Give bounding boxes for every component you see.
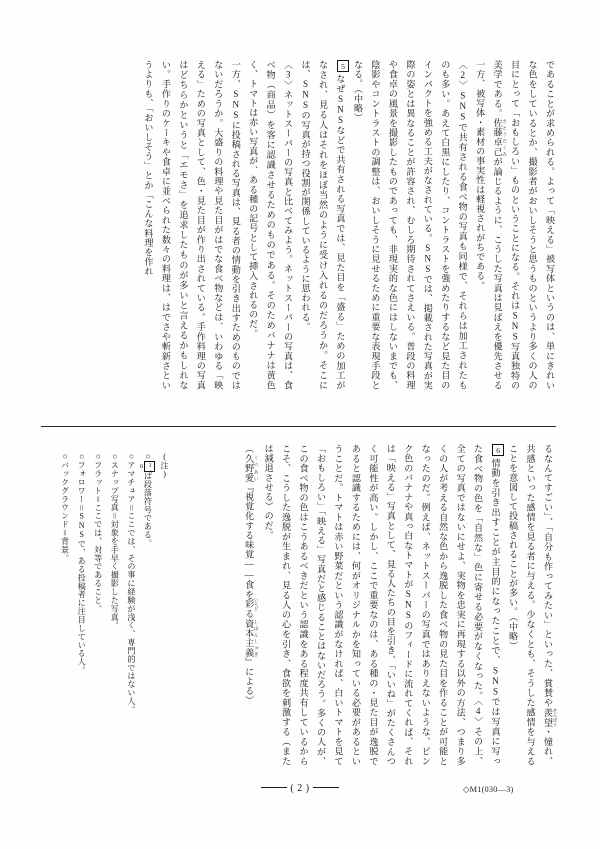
note-bullet: ○ xyxy=(143,452,153,461)
passage-paragraph-text: 情動を引き出すことが主目的になったことで、SNSでは写真に写った食べ物の色を「自然な」色に寄せる必要がなくなった。〈4〉その上、全ての写真ではないにせよ、実物を忠実に再現する以外の方法、つまり多くの人が考える自然な色から逸脱した食べ物の見た目を作ることが可能となったのだ。例えば、ネットスーパーの写真ではありえないような、ピンク色のバナナや真っ白なトマトがSNSのフィードに流れてくれば、それは「映える」写真として、見る人たちの目を引き、「いいね」がたくさんつく可能性が高い。しかし、ここで重要なのは、ある種の・見た目が逸脱であると認識するためには、何がオリジナルかを知っている必要があるということだ。トマトは赤い野菜だという認識がなければ、白いトマトを見て「おもしろい」「映える」写真だと感じることはないだろう。多くの人が、この食べ物の色はこうあるべきだという認識をある程度共有しているからこそ、こうした逸脱が生まれ、見る人の心を引き、食欲を刺激する（または減退させる）のだ。 xyxy=(263,444,501,766)
footer-rule-right xyxy=(313,787,339,788)
note-text: は段落符号である。 xyxy=(143,471,153,548)
note-bullet: ○ xyxy=(126,452,136,461)
notes-header: (注) xyxy=(160,452,170,480)
note-text: SNSで、ある投稿者に注目している人。 xyxy=(77,511,87,675)
ruby-annotation: 久野愛 くのあい xyxy=(244,453,260,483)
note-separator: ＝ xyxy=(77,503,87,512)
passage-paragraph-with-marker xyxy=(259,444,503,766)
note-item xyxy=(56,452,73,768)
paragraph-number-box-5: 5 xyxy=(338,61,348,71)
note-separator: ＝ xyxy=(60,528,70,537)
passage-paragraph-text: なぜSNSなどで共有される写真では、見た目を「盛る」ための加工がなされ、見る人はそれをほぼ当然のように受け入れるのだろうか。そこには、SNSの写真が持つ役割が関係しているように思われる。 xyxy=(300,60,346,390)
page-number: ( 2 ) xyxy=(290,783,310,794)
ruby-annotation: 資本主義 しほんしゅぎ xyxy=(244,618,260,658)
passage-attribution: （久野愛 くのあい『視覚化する味覚——食を彩 いろどる資本主義 しほんしゅぎ』による） xyxy=(244,444,260,706)
ruby-reading: さとうたくみ xyxy=(502,118,508,158)
note-item xyxy=(139,452,156,768)
ruby-reading: せんぼう xyxy=(553,707,558,728)
notes-section xyxy=(56,452,172,768)
note-bullet: ○ xyxy=(110,452,120,461)
note-item xyxy=(73,452,90,768)
footer-rule-left xyxy=(261,787,287,788)
ruby-reading: いろど xyxy=(254,597,260,612)
note-text: ここでは、その事に経験が浅く、専門的ではない人。 xyxy=(126,511,136,714)
passage-paragraph: 〈2〉SNSで共有される食べ物の写真も同様で、それらは加工されたものも多い。あえて白黒にしたり、コントラストを強めたりするなど見た目のインパクトを強める工夫がなされている。SNSでは、掲載された写真が実際の姿とは異なることが許容され、むしろ期待されてさえいる。普段の料理や食卓の風景を撮影したものであっても、非現実的な色にはしないまでも、陰影やコントラストの調整は、おいしそうに見せるために重要な表現手段となる。（中略） xyxy=(353,60,468,390)
passage-paragraph: 〈3〉ネットスーパーの写真と比べてみよう。ネットスーパーの写真は、食べ物（商品）を客に認識させるためのものである。そのためバナナは黄色く、トマトは赤い写真が、ある種の記号として挿入されるのだ。 xyxy=(248,60,294,390)
passage-block-top xyxy=(52,60,558,390)
ruby-reading: くのあい xyxy=(254,453,260,483)
note-item xyxy=(89,452,106,768)
note-item xyxy=(106,452,123,768)
note-box-range: 1〜6 xyxy=(138,462,154,476)
passage-paragraph-with-marker xyxy=(296,60,348,390)
note-text: 背景。 xyxy=(60,536,70,563)
note-bullet: ○ xyxy=(93,452,103,461)
note-bullet: ○ xyxy=(77,452,87,461)
note-separator: ＝ xyxy=(93,494,103,504)
note-separator: ＝ xyxy=(126,503,136,512)
note-item xyxy=(122,452,139,768)
note-term: アマチュア xyxy=(126,461,136,504)
note-term: フラット xyxy=(93,461,103,495)
ruby-annotation: 彩 いろど xyxy=(244,597,260,612)
note-term: フォロワー xyxy=(77,461,87,504)
note-term: スナップ写真 xyxy=(110,461,120,512)
passage-paragraph: るなんてすごい」、「自分も作ってみたい」といった、賞賛や羨望 せんぼう・憧れ、共感といった感情を見る者に与える。少なくとも、そうした感情を与えることを意図して投稿されることが多い。（中略） xyxy=(508,444,558,766)
notes-list xyxy=(56,452,155,768)
passage-paragraph: 一方、SNSに投稿される写真は、見る者の情動を引き出すためのものではないだろうか。大盛りの料理や見た目がはでな食べ物などは、いわゆる「映える」ための写真として、色・見た目が作り出されている。手作料理の写真はどちらかというと「エモさ」を追求したものが多いと言えるかもしれない。手作りのケーキや食卓に並べられた数々の料理は、はでさや斬新さというよりも、「おいしそう」とか「こんな料理を作れ xyxy=(143,60,241,390)
note-separator: ＝ xyxy=(110,511,120,520)
note-term: バックグラウンド xyxy=(60,461,70,529)
paragraph-number-box-6: 6 xyxy=(493,445,503,455)
note-text: ここでは、対等であること。 xyxy=(93,503,103,613)
section-divider-rule xyxy=(41,426,556,427)
note-bullet: ○ xyxy=(60,452,70,461)
note-text: 対象を手早く撮影した写真。 xyxy=(110,519,120,630)
ruby-annotation: 佐藤卓己 さとうたくみ xyxy=(492,118,508,158)
ruby-annotation: 羨望 せんぼう xyxy=(543,707,558,728)
form-code: ◇M1(030—3) xyxy=(463,785,514,794)
passage-paragraph: であることが求められる。よって「映える」被写体というのは、単にきれいな色をしているとか、撮影者がおいしそうと思うものというより多くの人の目にとって「おもしろい」ものということになる。それはSNS写真独特の美学である。佐藤卓己 さとうたくみが論じるように、こうした写真は見ばえを優先させる一方、被写体・素材の事実性は軽視されがちである。 xyxy=(475,60,555,391)
ruby-reading: しほんしゅぎ xyxy=(254,618,260,658)
